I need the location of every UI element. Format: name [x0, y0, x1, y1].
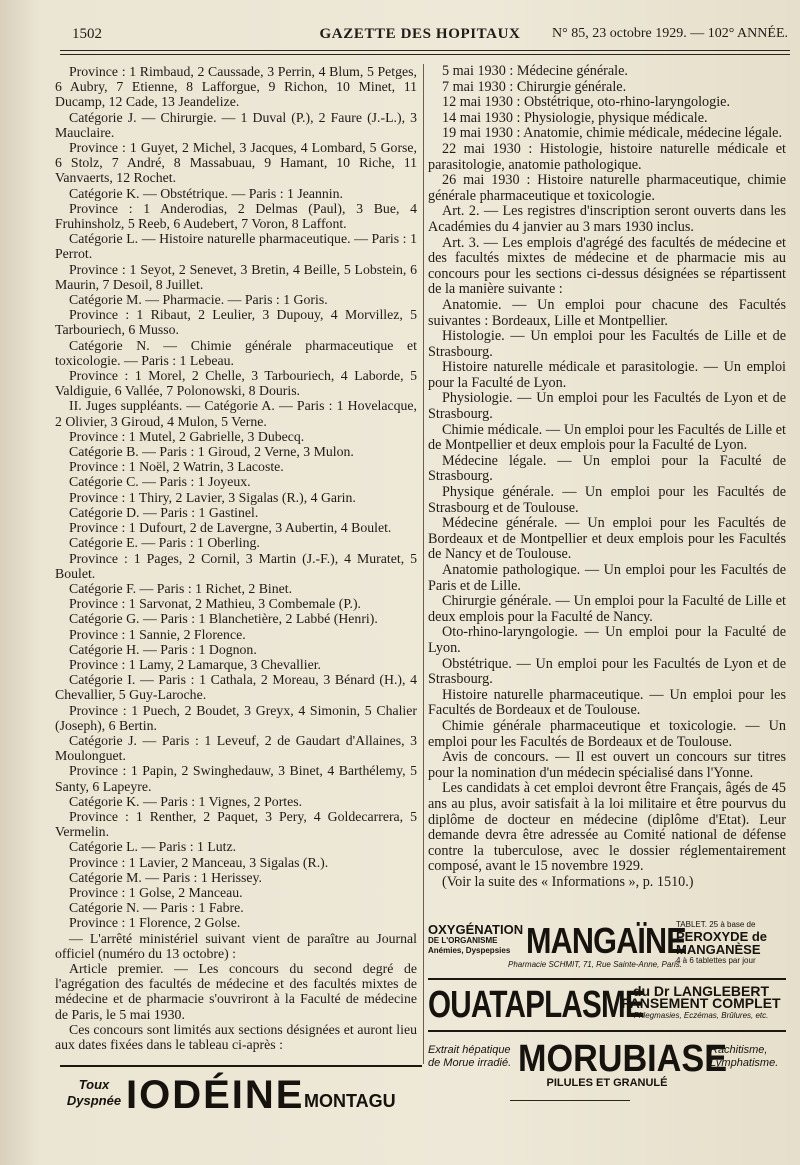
paragraph: Province : 1 Sarvonat, 2 Mathieu, 3 Combemale (P.). [69, 596, 361, 612]
paragraph: Province : 1 Lamy, 2 Lamarque, 3 Chevallier. [69, 656, 321, 672]
paragraph: Province : 1 Noël, 2 Watrin, 3 Lacoste. [69, 459, 284, 475]
paragraph: 5 mai 1930 : Médecine générale. [442, 63, 628, 79]
paragraph: Chimie médicale. — Un emploi pour les Facultés de Lille et de Montpellier et deux emplois pour la Faculté de Lyon. [428, 421, 786, 454]
paragraph: Catégorie L. — Histoire naturelle pharmaceutique. — Paris : 1 Perrot. [55, 231, 417, 262]
paragraph: (Voir la suite des « Informations », p. 1510.) [442, 873, 694, 890]
ad-mangaine [428, 920, 786, 975]
header-rule-secondary [60, 54, 790, 55]
ad-iodeine-brand: IODÉINE [126, 1073, 305, 1117]
paragraph: Article premier. — Les concours du second degré de l'agrégation des facultés de médecine et des facultés mixtes de médecine et de pharmacie s'ouvriront à la Faculté de médecine de Paris, le 5 mai 1930. [55, 960, 417, 1022]
paragraph: Catégorie J. — Chirurgie. — 1 Duval (P.), 2 Faure (J.-L.), 3 Mauclaire. [55, 109, 417, 140]
paragraph: Catégorie M. — Paris : 1 Herissey. [69, 869, 262, 885]
paragraph: Province : 1 Lavier, 2 Manceau, 3 Sigalas (R.). [69, 854, 329, 870]
header-rule [60, 50, 790, 51]
paragraph: Chimie générale pharmaceutique et toxicologie. — Un emploi pour les Facultés de Bordeaux et de Toulouse. [428, 717, 786, 750]
ad-morubiase [428, 1030, 786, 1090]
paragraph: 22 mai 1930 : Histologie, histoire naturelle médicale et parasitologie, anatomie pathologique. [428, 140, 786, 173]
ad-ouataplasme-brand: OUATAPLASME [428, 984, 644, 1026]
page-number: 1502 [72, 26, 102, 42]
ad-iodeine [60, 1065, 422, 1127]
paragraph: 12 mai 1930 : Obstétrique, oto-rhino-laryngologie. [442, 94, 731, 111]
paragraph: Catégorie H. — Paris : 1 Dognon. [69, 641, 257, 657]
paragraph: Catégorie E. — Paris : 1 Oberling. [69, 535, 260, 551]
paragraph: Ces concours sont limités aux sections désignées et auront lieu aux dates fixées dans le tableau ci-après : [55, 1021, 417, 1052]
paragraph: Province : 1 Morel, 2 Chelle, 3 Tarbouriech, 4 Laborde, 5 Valdiguie, 6 Vallée, 7 Polonowski, 8 Douris. [55, 368, 417, 399]
paragraph: Histoire naturelle pharmaceutique. — Un emploi pour les Facultés de Bordeaux et de Toulouse. [428, 686, 786, 719]
paragraph: Oto-rhino-laryngologie. — Un emploi pour la Faculté de Lyon. [428, 624, 786, 656]
ad-ouataplasme [428, 978, 786, 1026]
ad-mangaine-left: OXYGÉNATION DE L'ORGANISME Anémies, Dyspepsies [428, 924, 528, 956]
paragraph: Province : 1 Ribaut, 2 Leulier, 3 Dupouy, 4 Morvillez, 5 Tarbouriech, 6 Musso. [55, 307, 417, 338]
paragraph: Les candidats à cet emploi devront être Français, âgés de 45 ans au plus, avoir satisfait à la loi militaire et être pourvus du diplôme de docteur en médecine (diplôme d'Etat). Leur demande devra être adressée au Comité national de défense contre la tuberculose, avec le dossier réglementairement composé, avant le 15 novembre 1929. [428, 780, 786, 875]
paragraph: Catégorie F. — Paris : 1 Richet, 2 Binet. [69, 580, 293, 596]
paragraph: — L'arrêté ministériel suivant vient de paraître au Journal officiel (numéro du 13 octobre) : [55, 930, 417, 961]
paragraph: Catégorie K. — Paris : 1 Vignes, 2 Portes. [69, 793, 303, 809]
ad-morubiase-left: Extrait hépatique de Morue irradié. [428, 1044, 512, 1069]
ad-ouataplasme-right-sub: Phlegmasies, Eczémas, Brûlures, etc. [633, 1011, 769, 1020]
paragraph: Province : 1 Anderodias, 2 Delmas (Paul), 3 Bue, 4 Fruhinsholz, 5 Reeb, 6 Audebert, 7 Voron, 8 Laffont. [55, 200, 417, 232]
ad-ouataplasme-right [616, 983, 786, 1021]
paragraph: Catégorie I. — Paris : 1 Cathala, 2 Moreau, 3 Bénard (H.), 4 Chevallier, 5 Guy-Laroche. [55, 672, 417, 703]
journal-title: GAZETTE DES HOPITAUX [319, 26, 521, 42]
paragraph: Art. 2. — Les registres d'inscription seront ouverts dans les Académies du 4 janvier au 3 mars 1930 inclus. [428, 203, 786, 235]
paragraph: Anatomie pathologique. — Un emploi pour les Facultés de Paris et de Lille. [428, 562, 786, 594]
paragraph: Province : 1 Dufourt, 2 de Lavergne, 3 Aubertin, 4 Boulet. [69, 520, 392, 536]
paragraph: Chirurgie générale. — Un emploi pour la Faculté de Lille et deux emplois pour la Faculté de Nancy. [428, 593, 786, 625]
paragraph: Province : 1 Puech, 2 Boudet, 3 Greyx, 4 Simonin, 5 Chalier (Joseph), 6 Bertin. [55, 702, 417, 733]
paragraph: Physiologie. — Un emploi pour les Facultés de Lyon et de Strasbourg. [428, 390, 786, 423]
paragraph: Médecine légale. — Un emploi pour la Faculté de Strasbourg. [428, 452, 786, 485]
paragraph: Catégorie L. — Paris : 1 Lutz. [69, 839, 237, 855]
paragraph: II. Juges suppléants. — Catégorie A. — Paris : 1 Hovelacque, 2 Olivier, 3 Giroud, 4 Mulon, 5 Verne. [55, 398, 417, 429]
ad-mangaine-right: TABLET. 25 à base de PEROXYDE de MANGANÈSE 4 à 6 tablettes par jour [676, 920, 788, 966]
paragraph: Catégorie D. — Paris : 1 Gastinel. [69, 504, 259, 520]
paragraph: Catégorie N. — Chimie générale pharmaceutique et toxicologie. — Paris : 1 Lebeau. [55, 337, 417, 368]
ad-iodeine-right: MONTAGU [304, 1091, 396, 1111]
ad-mangaine-footer: Pharmacie SCHMIT, 71, Rue Sainte-Anne, Paris. [508, 960, 683, 969]
paragraph: Catégorie K. — Obstétrique. — Paris : 1 Jeannin. [69, 185, 343, 201]
paragraph: Province : 1 Rimbaud, 2 Caussade, 3 Perrin, 4 Blum, 5 Petges, 6 Aubry, 7 Etienne, 8 Lafforgue, 9 Richon, 10 Minet, 11 Ducamp, 12 Cade, 13 Jeandelize. [55, 64, 417, 110]
paragraph: Catégorie J. — Paris : 1 Leveuf, 2 de Gaudart d'Allaines, 3 Moulonguet. [55, 732, 417, 764]
ad-ouataplasme-right-main: PANSEMENT COMPLET [621, 995, 781, 1011]
paragraph: Province : 1 Renther, 2 Paquet, 3 Pery, 4 Goldecarrera, 5 Vermelin. [55, 808, 417, 840]
paragraph: 26 mai 1930 : Histoire naturelle pharmaceutique, chimie générale pharmaceutique et toxicologie. [428, 172, 786, 204]
paragraph: Physique générale. — Un emploi pour les Facultés de Strasbourg et de Toulouse. [428, 484, 786, 516]
ad-iodeine-left: Toux Dyspnée [66, 1077, 122, 1108]
paragraph: 14 mai 1930 : Physiologie, physique médicale. [442, 109, 708, 126]
paragraph: Province : 1 Sannie, 2 Florence. [69, 626, 246, 642]
paragraph: Anatomie. — Un emploi pour chacune des Facultés suivantes : Bordeaux, Lille et Montpellier. [428, 296, 786, 329]
paragraph: Histoire naturelle médicale et parasitologie. — Un emploi pour la Faculté de Lyon. [428, 359, 786, 391]
ad-morubiase-brand: MORUBIASE [518, 1038, 728, 1080]
column-divider [423, 64, 424, 1064]
paragraph: Catégorie B. — Paris : 1 Giroud, 2 Verne, 3 Mulon. [69, 444, 354, 460]
ad-mangaine-right-main: PEROXYDE de MANGANÈSE [676, 929, 768, 957]
paragraph: Province : 1 Thiry, 2 Lavier, 3 Sigalas (R.), 4 Garin. [69, 489, 356, 505]
paragraph: Art. 3. — Les emplois d'agrégé des facultés de médecine et des facultés mixtes de médecine et de pharmacie mis au concours pour les sections ci-dessus désignées se répartissent de la manière suivante : [428, 234, 786, 298]
paragraph: Obstétrique. — Un emploi pour les Facultés de Lyon et de Strasbourg. [428, 655, 786, 688]
page-header [52, 26, 788, 48]
issue-info: N° 85, 23 octobre 1929. — 102° ANNÉE. [552, 26, 788, 41]
paragraph: Province : 1 Seyot, 2 Senevet, 3 Bretin, 4 Beille, 5 Lobstein, 6 Maurin, 7 Desoil, 8 Juillet. [55, 261, 417, 292]
paragraph: Catégorie C. — Paris : 1 Joyeux. [69, 474, 251, 490]
ad-morubiase-right: Rachitisme, Lymphatisme. [710, 1044, 779, 1069]
ad-morubiase-footer: PILULES ET GRANULÉ [546, 1077, 668, 1089]
paragraph: Catégorie G. — Paris : 1 Blanchetière, 2 Labbé (Henri). [69, 611, 378, 627]
paragraph: Avis de concours. — Il est ouvert un concours sur titres pour la nomination d'un médecin spécialisé dans l'Yonne. [428, 749, 786, 781]
paragraph: 19 mai 1930 : Anatomie, chimie médicale, médecine légale. [442, 125, 782, 142]
paragraph: Province : 1 Papin, 2 Swinghedauw, 3 Binet, 4 Barthélemy, 5 Santy, 6 Lapeyre. [55, 763, 417, 794]
paragraph: Catégorie N. — Paris : 1 Fabre. [69, 900, 244, 916]
paragraph: Histologie. — Un emploi pour les Facultés de Lille et de Strasbourg. [428, 328, 786, 360]
paragraph: Province : 1 Pages, 2 Cornil, 3 Martin (J.-F.), 4 Muratet, 5 Boulet. [55, 550, 417, 581]
decorative-rule [510, 1100, 630, 1101]
ad-mangaine-left-sub: DE L'ORGANISME Anémies, Dyspepsies [428, 936, 511, 955]
paragraph: Province : 1 Guyet, 2 Michel, 3 Jacques, 4 Lombard, 5 Gorse, 6 Stolz, 7 André, 8 Massabuau, 9 Hamant, 10 Riche, 11 Vanvaerts, 12 Rochet. [55, 140, 417, 186]
paragraph: 7 mai 1930 : Chirurgie générale. [442, 78, 627, 95]
left-column [55, 64, 417, 1052]
paragraph: Catégorie M. — Pharmacie. — Paris : 1 Goris. [69, 292, 328, 308]
paragraph: Province : 1 Florence, 2 Golse. [69, 915, 241, 931]
ad-mangaine-brand: MANGAÏNE [526, 920, 686, 961]
ad-ouataplasme-right-top: du Dr LANGLEBERT [632, 983, 770, 999]
right-column [428, 64, 786, 890]
ad-mangaine-right-sub: 4 à 6 tablettes par jour [676, 956, 756, 965]
paragraph: Province : 1 Golse, 2 Manceau. [69, 884, 243, 900]
paragraph: Province : 1 Mutel, 2 Gabrielle, 3 Dubecq. [69, 428, 305, 444]
paragraph: Médecine générale. — Un emploi pour les Facultés de Bordeaux et de Montpellier et deux emplois pour les Facultés de Nancy et de Toulouse. [428, 515, 786, 563]
